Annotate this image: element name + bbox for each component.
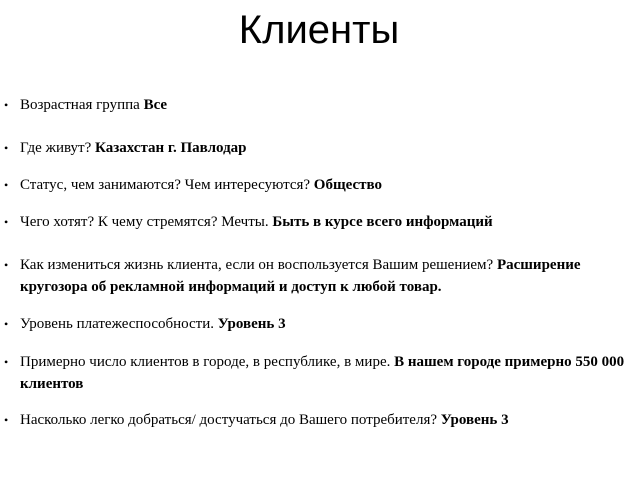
bullet-text: Насколько легко добраться/ достучаться до Вашего потребителя? [20,412,441,428]
bullet-text: Возрастная группа [20,97,144,113]
bullet-icon: • [4,317,9,331]
bullet-text: Где живут? [20,140,96,156]
bullet-text: Статус, чем занимаются? Чем интересуются? [20,177,314,193]
bullet-item-age-group [4,94,630,116]
bullet-answer: Все [143,97,168,113]
bullet-icon: • [4,413,9,427]
bullet-icon: • [4,258,9,272]
bullet-icon: • [4,98,9,112]
bullet-answer: Быть в курсе всего информаций [272,214,493,230]
bullet-icon: • [4,141,9,155]
bullet-icon: • [4,215,9,229]
bullet-text: Примерно число клиентов в городе, в республике, в мире. [20,354,395,370]
bullet-item-location [4,137,630,159]
bullet-icon: • [4,355,9,369]
bullet-answer: В нашем городе примерно 550 000 клиентов [20,354,625,392]
bullet-item-wants [4,211,630,233]
bullet-answer: Общество [313,177,382,193]
bullet-answer: Уровень 3 [217,316,286,332]
bullet-item-status [4,174,630,196]
bullet-text: Как измениться жизнь клиента, если он воспользуется Вашим решением? [20,257,497,273]
bullet-answer: Расширение кругозора об рекламной информаций и доступ к любой товар. [20,257,581,295]
slide-title: Клиенты [238,8,400,52]
bullet-item-life-change [4,254,630,298]
bullet-answer: Казахстан г. Павлодар [95,140,247,156]
bullet-answer: Уровень 3 [440,412,509,428]
bullet-item-reachability [4,409,630,431]
bullet-text: Чего хотят? К чему стремятся? Мечты. [20,214,273,230]
bullet-item-client-count [4,351,630,395]
bullet-text: Уровень платежеспособности. [20,316,218,332]
bullet-icon: • [4,178,9,192]
bullet-item-solvency [4,313,630,335]
